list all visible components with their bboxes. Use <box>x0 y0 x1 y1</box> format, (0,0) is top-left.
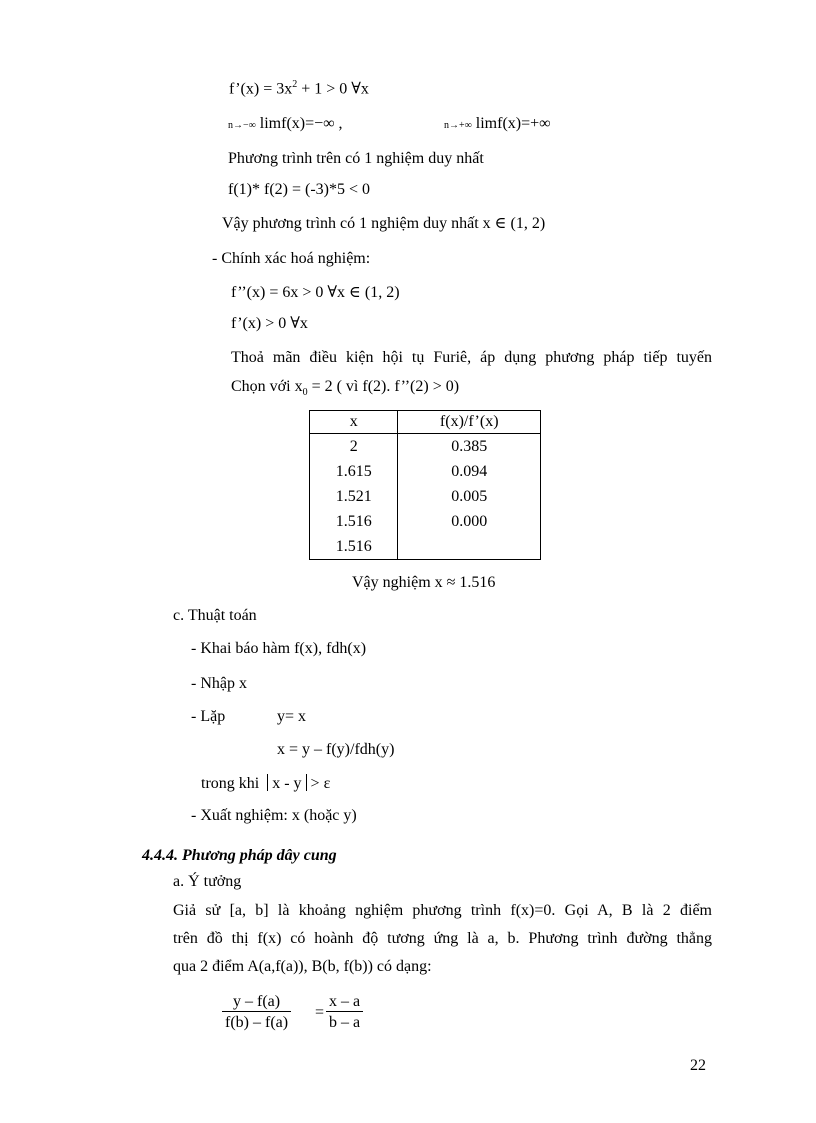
fraction-left <box>222 993 291 1031</box>
table-cell: 2 <box>310 434 398 460</box>
derivative-text-end: + 1 > 0 ∀x <box>297 80 369 98</box>
limit-plus-infinity <box>444 116 551 132</box>
text: Chọn với x <box>231 378 303 395</box>
paragraph-line: qua 2 điểm A(a,f(a)), B(b, f(b)) có dạng: <box>173 958 432 975</box>
fraction-right <box>326 993 363 1031</box>
table-row <box>310 434 541 460</box>
paragraph-line: Giả sử [a, b] là khoảng nghiệm phương trình f(x)=0. Gọi A, B là 2 điểm <box>173 902 712 919</box>
text-line: Vậy phương trình có 1 nghiệm duy nhất x ∈ (1, 2) <box>222 215 546 232</box>
text-line: f’(x) > 0 ∀x <box>231 315 308 332</box>
derivative-text: f’(x) = 3x <box>229 80 293 98</box>
derivative-line <box>229 80 369 97</box>
text-line: Phương trình trên có 1 nghiệm duy nhất <box>228 150 484 167</box>
subsection-title: a. Ý tưởng <box>173 873 242 890</box>
paragraph-line: trên đồ thị f(x) có hoành độ tương ứng là a, b. Phương trình đường thẳng <box>173 930 712 947</box>
algorithm-step-loop: - Lặp <box>191 708 226 725</box>
table-row <box>310 534 541 560</box>
numerator: y – f(a) <box>232 993 281 1010</box>
table-caption: Vậy nghiệm x ≈ 1.516 <box>352 574 496 591</box>
algorithm-step-assign: y= x <box>277 708 307 725</box>
abs-bar-left <box>267 774 268 791</box>
algorithm-condition <box>201 774 330 792</box>
table-cell: 1.521 <box>310 484 398 509</box>
text-line: Thoả mãn điều kiện hội tụ Furiê, áp dụng phương pháp tiếp tuyến <box>231 349 712 366</box>
table-cell: 0.000 <box>398 509 541 534</box>
table-cell <box>398 534 541 560</box>
limit-subscript: n→+∞ <box>444 120 472 131</box>
limit-expression: limf(x)=+∞ <box>475 115 551 132</box>
page-number: 22 <box>690 1057 706 1074</box>
section-title: 4.4.4. Phương pháp dây cung <box>142 847 337 864</box>
table-row <box>310 484 541 509</box>
condition-expression: x - y <box>272 775 302 792</box>
table-cell: 0.005 <box>398 484 541 509</box>
algorithm-step-update: x = y – f(y)/fdh(y) <box>277 741 395 758</box>
text-line: f(1)* f(2) = (-3)*5 < 0 <box>228 181 370 198</box>
table-cell: 1.516 <box>310 509 398 534</box>
algorithm-heading: c. Thuật toán <box>173 607 257 624</box>
table-cell: 0.385 <box>398 434 541 460</box>
equals-sign: = <box>315 1004 325 1021</box>
condition-label: trong khi <box>201 775 260 792</box>
table-header-ratio: f(x)/f’(x) <box>398 411 541 434</box>
table-row <box>310 459 541 484</box>
condition-bound: > ε <box>310 775 331 792</box>
table-cell: 1.516 <box>310 534 398 560</box>
table-cell: 0.094 <box>398 459 541 484</box>
table-header-x: x <box>310 411 398 434</box>
limit-expression: limf(x)=−∞ , <box>259 115 343 132</box>
iteration-table <box>309 410 541 560</box>
initial-choice-line <box>231 379 459 398</box>
numerator: x – a <box>329 993 361 1010</box>
algorithm-step: - Nhập x <box>191 675 247 692</box>
denominator: f(b) – f(a) <box>222 1011 291 1032</box>
limit-subscript: n→−∞ <box>228 120 256 131</box>
subscript: 0 <box>302 387 308 399</box>
limit-minus-infinity <box>228 116 343 132</box>
abs-bar-right <box>306 774 307 791</box>
algorithm-step: - Khai báo hàm f(x), fdh(x) <box>191 640 367 657</box>
exponent: 2 <box>292 79 298 90</box>
table-cell: 1.615 <box>310 459 398 484</box>
text-line: f’’(x) = 6x > 0 ∀x ∈ (1, 2) <box>231 284 400 301</box>
algorithm-step: - Xuất nghiệm: x (hoặc y) <box>191 807 357 824</box>
text: = 2 ( vì f(2). f’’(2) > 0) <box>307 378 460 395</box>
text-line: - Chính xác hoá nghiệm: <box>212 250 371 267</box>
table-row <box>310 509 541 534</box>
denominator: b – a <box>326 1011 363 1032</box>
